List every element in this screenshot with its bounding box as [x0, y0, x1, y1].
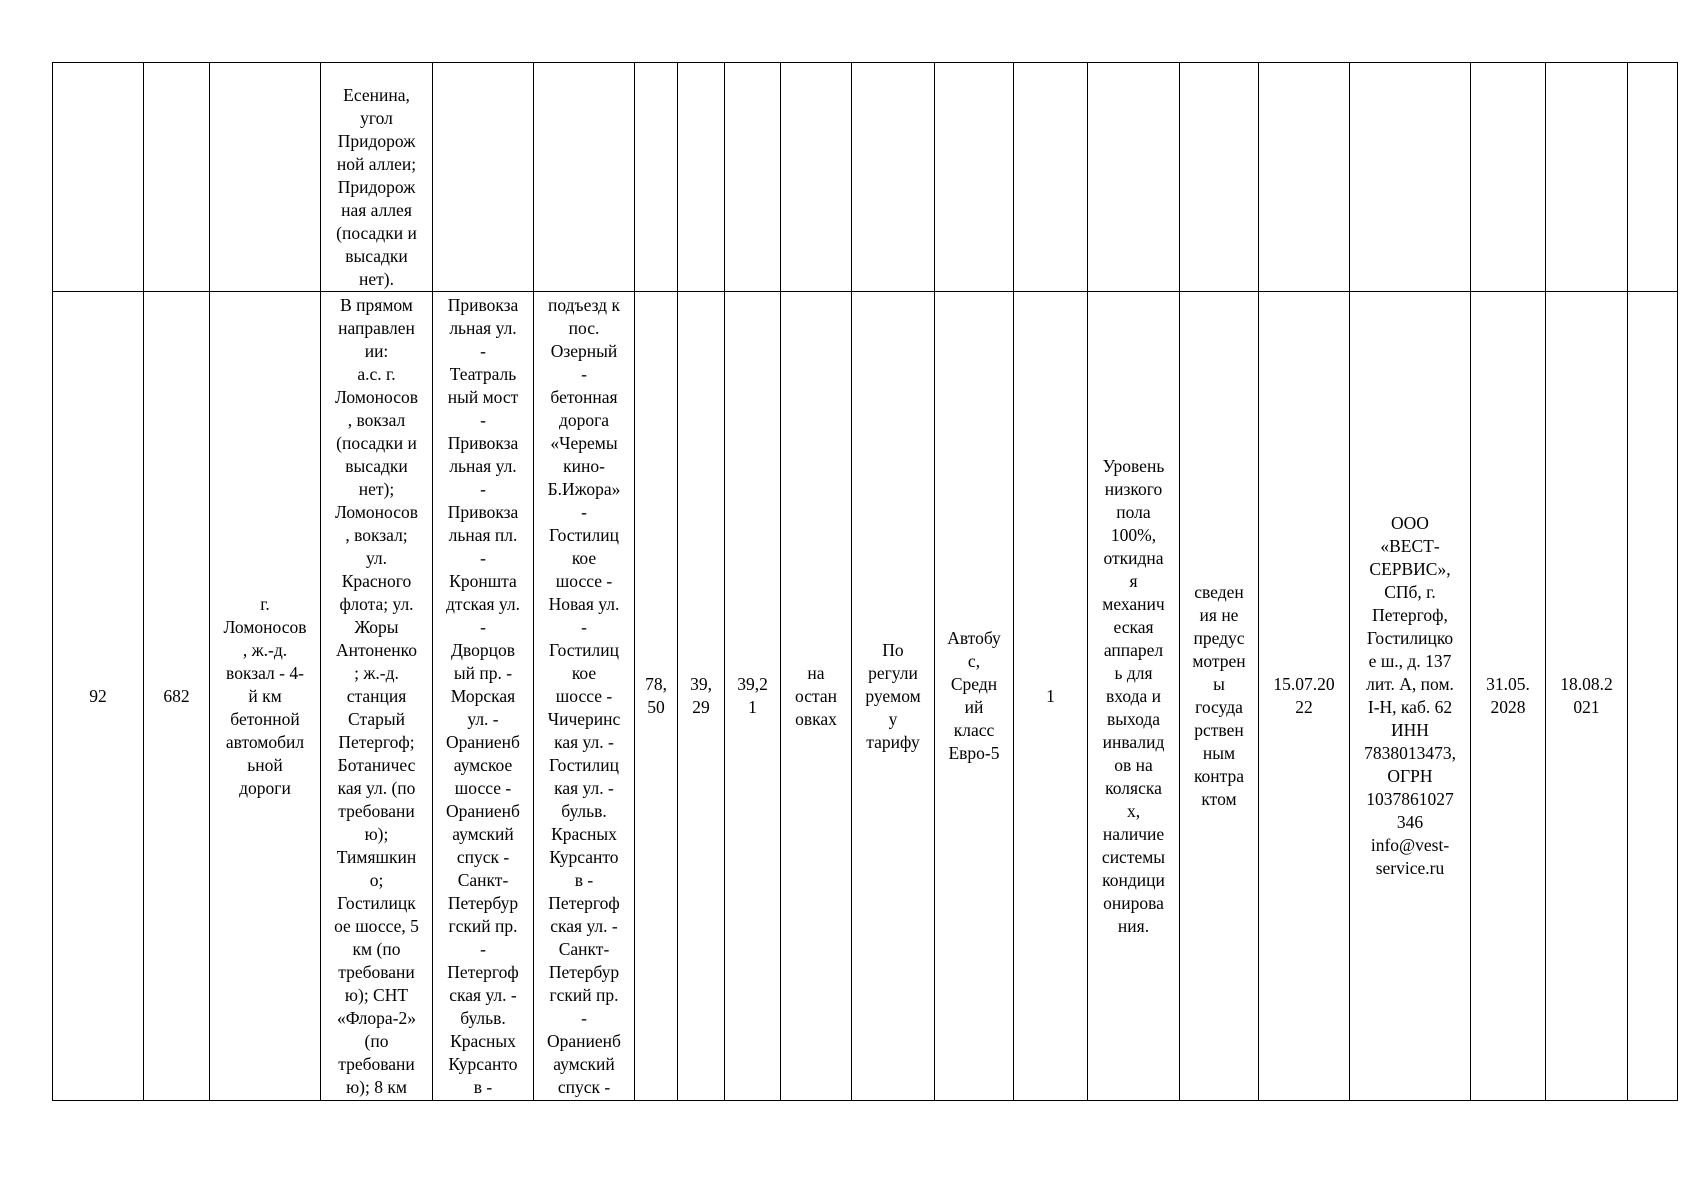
tariff-cell: По регули руемом у тарифу: [852, 292, 935, 1101]
contract-cell: [1180, 63, 1259, 292]
tariff-cell: [852, 63, 935, 292]
boarding-order-cell: [781, 63, 852, 292]
end-date-cell: 31.05. 2028: [1471, 292, 1546, 1101]
extra-cell: [1628, 292, 1678, 1101]
streets-cell: [433, 63, 534, 292]
start-date-cell: 15.07.20 22: [1259, 292, 1350, 1101]
roads-cell: подъезд к пос. Озерный - бетонная дорога «Черемы кино- Б.Ижора» - Гостилиц кое шоссе - Новая ул. - Гостилиц кое шоссе - Чичеринс кая ул. - Гостилиц кая ул. - бульв. Красных Курсанто в - Петергоф ская ул. - Санкт- Петербур гский пр. - Ораниенб аумский спуск -: [534, 292, 635, 1101]
approval-date-cell: [1546, 63, 1628, 292]
length-backward-cell: [725, 63, 781, 292]
vehicle-characteristics-cell: [1088, 63, 1180, 292]
length-total-cell: [635, 63, 678, 292]
route-number-cell: [53, 63, 144, 292]
table-row: [53, 63, 1678, 292]
vehicle-count-cell: [1014, 63, 1088, 292]
stops-cell: Есенина, угол Придорож ной аллеи; Придорож ная аллея (посадки и высадки нет).: [321, 63, 433, 292]
extra-cell: [1628, 63, 1678, 292]
registry-number-cell: [144, 63, 210, 292]
registry-number-cell: 682: [144, 292, 210, 1101]
carrier-cell: [1350, 63, 1471, 292]
roads-cell: [534, 63, 635, 292]
start-date-cell: [1259, 63, 1350, 292]
carrier-cell: ООО «ВЕСТ- СЕРВИС», СПб, г. Петергоф, Гостилицко е ш., д. 137 лит. А, пом. I-Н, каб. 62 ИНН 7838013473, ОГРН 1037861027 346 info@vest- service.ru: [1350, 292, 1471, 1101]
route-number-cell: 92: [53, 292, 144, 1101]
vehicle-count-cell: 1: [1014, 292, 1088, 1101]
length-total-cell: 78, 50: [635, 292, 678, 1101]
streets-cell: Привокза льная ул. - Театраль ный мост - Привокза льная ул. - Привокза льная пл. - Кроншта дтская ул. - Дворцов ый пр. - Морская ул. - Ораниенб аумское шоссе - Ораниенб аумский спуск - Санкт- Петербур гский пр. - Петергоф ская ул. - бульв. Красных Курсанто в -: [433, 292, 534, 1101]
route-name-cell: г. Ломоносов , ж.-д. вокзал - 4- й км бетонной автомобил ьной дороги: [210, 292, 321, 1101]
stops-cell: В прямом направлен ии: а.с. г. Ломоносов , вокзал (посадки и высадки нет); Ломоносов , вокзал; ул. Красного флота; ул. Жоры Антоненко ; ж.-д. станция Старый Петергоф; Ботаничес кая ул. (по требовани ю); Тимяшкин о; Гостилицк ое шоссе, 5 км (по требовани ю); СНТ «Флора-2» (по требовани ю); 8 км: [321, 292, 433, 1101]
contract-cell: сведен ия не предус мотрен ы госуда рствен ным контра ктом: [1180, 292, 1259, 1101]
boarding-order-cell: на остан овках: [781, 292, 852, 1101]
end-date-cell: [1471, 63, 1546, 292]
length-backward-cell: 39,2 1: [725, 292, 781, 1101]
length-forward-cell: 39, 29: [678, 292, 725, 1101]
route-name-cell: [210, 63, 321, 292]
vehicle-characteristics-cell: Уровень низкого пола 100%, откидна я механич еская аппарел ь для входа и выхода инвалид ов на коляска х, наличие системы кондици онирова ния.: [1088, 292, 1180, 1101]
length-forward-cell: [678, 63, 725, 292]
approval-date-cell: 18.08.2 021: [1546, 292, 1628, 1101]
vehicle-type-cell: [935, 63, 1014, 292]
routes-table: [52, 62, 1678, 1101]
vehicle-type-cell: Автобу с, Средн ий класс Евро-5: [935, 292, 1014, 1101]
table-row: [53, 292, 1678, 1101]
